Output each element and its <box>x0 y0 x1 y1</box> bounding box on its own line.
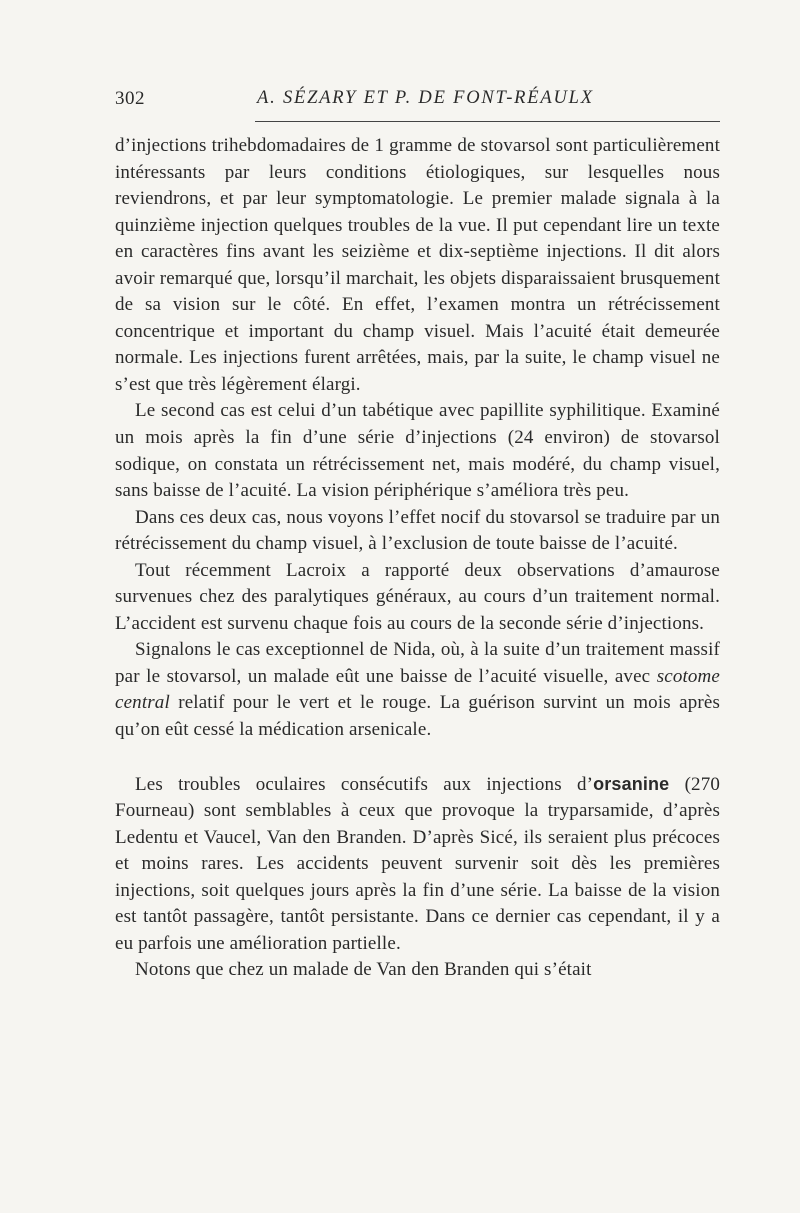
body-text <box>115 133 720 984</box>
paragraph-lacroix: Tout récemment Lacroix a rapporté deux observations d’amaurose survenues chez des paralytiques généraux, au cours d’un traitement normal. L’accident est survenu chaque fois au cours de la seconde série d’injections. <box>115 559 720 634</box>
paragraph-nida <box>115 637 720 743</box>
paragraph-orsanine-text-start: Les troubles oculaires consécutifs aux injections d’ <box>135 773 594 795</box>
paragraph-two-cases: Dans ces deux cas, nous voyons l’effet nocif du stovarsol se traduire par un rétrécissement du champ visuel, à l’exclusion de toute baisse de l’acuité. <box>115 506 720 555</box>
paragraph-orsanine <box>115 771 720 958</box>
paragraph-orsanine-text-end: (270 Fourneau) sont semblables à ceux que provoque la tryparsamide, d’après Ledentu et Vaucel, Van den Branden. D’après Sicé, ils seraient plus précoces et moins rares. Les accidents peuvent survenir soit dès les premières injections, soit quelques jours après la fin d’une série. La baisse de la vision est tantôt passagère, tantôt persistante. Dans ce dernier cas cependant, il y a eu parfois une amélioration partielle. <box>115 773 720 954</box>
paragraph-final-line: Notons que chez un malade de Van den Branden qui s’était <box>135 959 592 981</box>
header-rule <box>255 121 720 122</box>
paragraph-continuation: d’injections trihebdomadaires de 1 gramme de stovarsol sont particulièrement intéressants par leurs conditions étiologiques, sur lesquelles nous reviendrons, et par leur symptomatologie. Le premier malade signala à la quinzième injection quelques troubles de la vue. Il put cependant lire un texte en caractères fins avant les seizième et dix-septième injections. Il dit alors avoir remarqué que, lorsqu’il marchait, les objets disparaissaient brusquement de sa vision sur le côté. En effet, l’examen montra un rétrécissement concentrique et important du champ visuel. Mais l’acuité était demeurée normale. Les injections furent arrêtées, mais, par la suite, le champ visuel ne s’est que très légèrement élargi. <box>115 135 720 395</box>
running-head: A. SÉZARY ET P. DE FONT-RÉAULX <box>257 88 594 108</box>
paragraph-nida-text-start: Signalons le cas exceptionnel de Nida, où, à la suite d’un traitement massif par le stovarsol, un malade eût une baisse de l’acuité visuelle, avec <box>115 639 720 687</box>
bold-term-orsanine: orsanine <box>593 773 670 794</box>
italic-term-scotome: scotome central <box>115 665 720 714</box>
page-header <box>115 88 720 114</box>
paragraph-second-case: Le second cas est celui d’un tabétique avec papillite syphilitique. Examiné un mois après la fin d’une série d’injections (24 environ) de stovarsol sodique, on constata un rétrécissement net, mais modéré, du champ visuel, sans baisse de l’acuité. La vision périphérique s’améliora très peu. <box>115 400 720 502</box>
page-number: 302 <box>115 88 145 109</box>
paragraph-nida-text-end: relatif pour le vert et le rouge. La guérison survint un mois après qu’on eût cessé la médication arsenicale. <box>115 692 720 741</box>
